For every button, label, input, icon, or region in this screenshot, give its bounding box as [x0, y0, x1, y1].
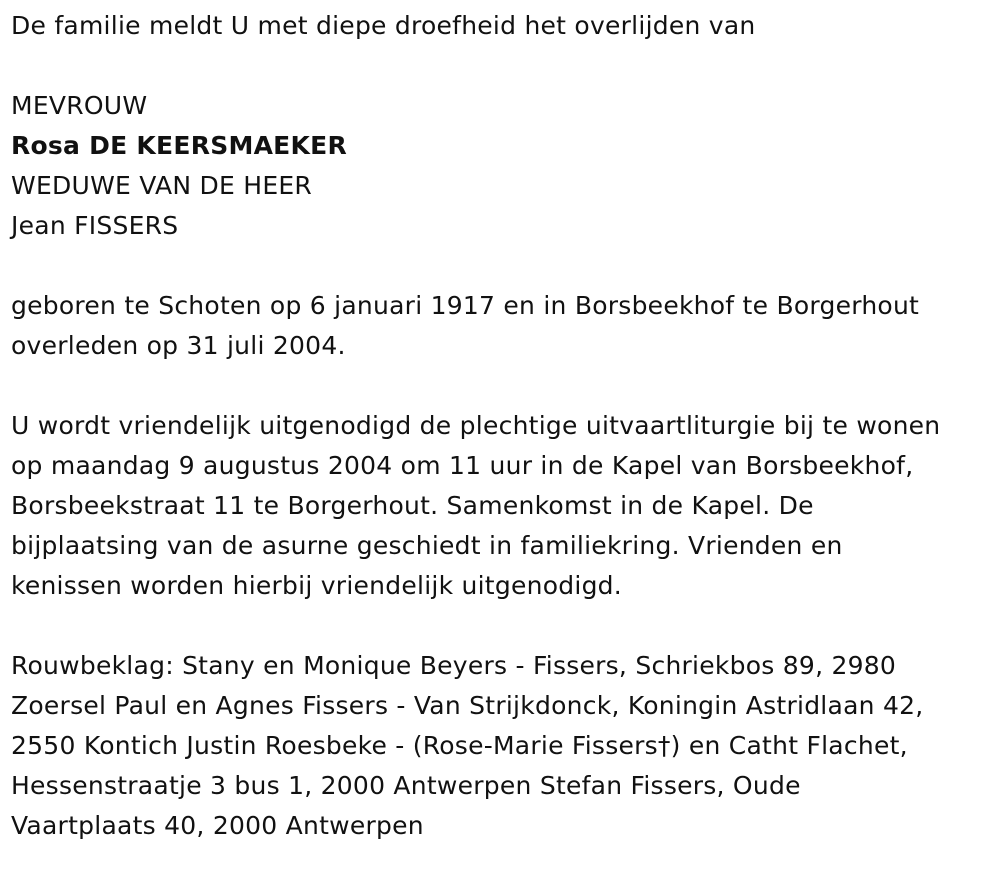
- paragraph-line: Hessenstraatje 3 bus 1, 2000 Antwerpen Stefan Fissers, Oude: [11, 771, 801, 800]
- mourning-paragraph: [11, 646, 990, 846]
- paragraph-line: Rouwbeklag: Stany en Monique Beyers - Fissers, Schriekbos 89, 2980: [11, 651, 897, 680]
- intro-text: De familie meldt U met diepe droefheid het overlijden van: [11, 11, 756, 40]
- paragraph-line: Borsbeekstraat 11 te Borgerhout. Samenkomst in de Kapel. De: [11, 491, 814, 520]
- ceremony-paragraph: [11, 406, 990, 606]
- paragraph-line: 2550 Kontich Justin Roesbeke - (Rose-Marie Fissers†) en Catht Flachet,: [11, 731, 908, 760]
- deceased-name: Rosa DE KEERSMAEKER: [11, 131, 347, 160]
- paragraph-line: Zoersel Paul en Agnes Fissers - Van Strijkdonck, Koningin Astridlaan 42,: [11, 691, 924, 720]
- paragraph-line: U wordt vriendelijk uitgenodigd de plechtige uitvaartliturgie bij te wonen: [11, 411, 941, 440]
- birth-death-paragraph: [11, 286, 990, 366]
- deceased-block: [11, 86, 990, 246]
- paragraph-line: overleden op 31 juli 2004.: [11, 331, 346, 360]
- paragraph-line: Vaartplaats 40, 2000 Antwerpen: [11, 811, 424, 840]
- paragraph-line: kenissen worden hierbij vriendelijk uitgenodigd.: [11, 571, 622, 600]
- paragraph-line: geboren te Schoten op 6 januari 1917 en in Borsbeekhof te Borgerhout: [11, 291, 920, 320]
- paragraph-line: bijplaatsing van de asurne geschiedt in familiekring. Vrienden en: [11, 531, 843, 560]
- honorific: MEVROUW: [11, 91, 148, 120]
- widow-of-label: WEDUWE VAN DE HEER: [11, 171, 313, 200]
- spouse-name: Jean FISSERS: [11, 211, 179, 240]
- paragraph-line: op maandag 9 augustus 2004 om 11 uur in de Kapel van Borsbeekhof,: [11, 451, 914, 480]
